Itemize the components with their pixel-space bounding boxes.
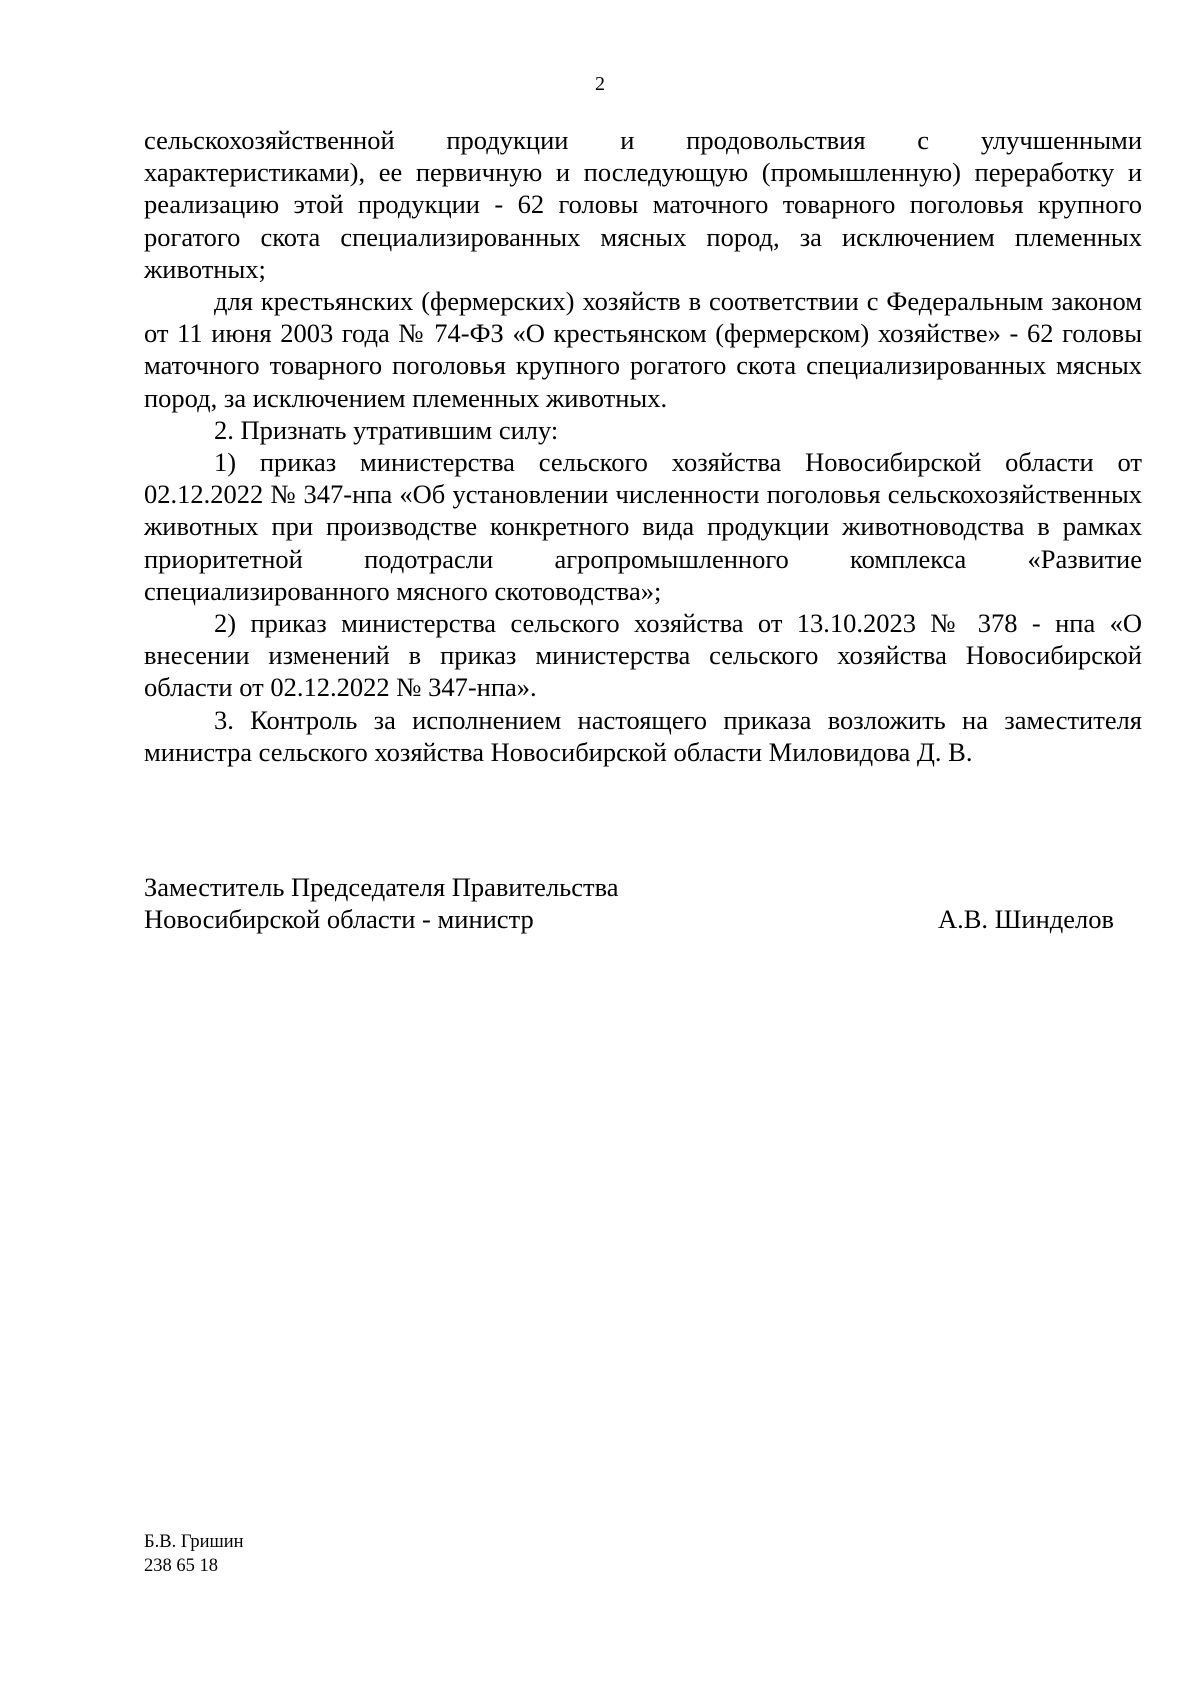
paragraph-item-3: 3. Контроль за исполнением настоящего приказа возложить на заместителя министра сельского хозяйства Новосибирской области Миловидова Д. В. <box>144 704 1142 767</box>
signature-block <box>144 871 1114 935</box>
paragraph-farm-households: для крестьянских (фермерских) хозяйств в соответствии с Федеральным законом от 11 июня 2003 года № 74-ФЗ «О крестьянском (фермерском) хозяйстве» - 62 головы маточного товарного поголовья крупного рогатого скота специализированных мясных пород, за исключением племенных животных. <box>144 286 1142 413</box>
signer-position-line-1: Заместитель Председателя Правительства <box>144 872 619 902</box>
executor-name: Б.В. Гришин <box>144 1532 244 1552</box>
paragraph-item-2-2: 2) приказ министерства сельского хозяйства от 13.10.2023 № 378 - нпа «О внесении изменений в приказ министерства сельского хозяйства Новосибирской области от 02.12.2022 № 347-нпа». <box>144 608 1142 703</box>
signer-position-line-2: Новосибирской области - министр <box>144 904 534 935</box>
signer-name: А.В. Шинделов <box>937 904 1114 935</box>
signature-row-2 <box>144 903 1114 935</box>
executor-info <box>144 1530 244 1578</box>
executor-phone: 238 65 18 <box>144 1556 218 1576</box>
paragraph-item-2: 2. Признать утратившим силу: <box>214 414 559 445</box>
signature-row-1 <box>144 871 1114 903</box>
page-number: 2 <box>595 73 605 95</box>
paragraph-item-2-1: 1) приказ министерства сельского хозяйства Новосибирской области от 02.12.2022 № 347-нпа «Об установлении численности поголовья сельскохозяйственных животных при производстве конкретного вида продукции животноводства в рамках приоритетной подотрасли агропромышленного комплекса «Развитие специализированного мясного скотоводства»; <box>144 447 1142 606</box>
paragraph-continuation: сельскохозяйственной продукции и продовольствия с улучшенными характеристиками), ее первичную и последующую (промышленную) переработку и реализацию этой продукции - 62 головы маточного товарного поголовья крупного рогатого скота специализированных мясных пород, за исключением племенных животных; <box>144 125 1142 284</box>
document-body <box>144 124 1142 768</box>
